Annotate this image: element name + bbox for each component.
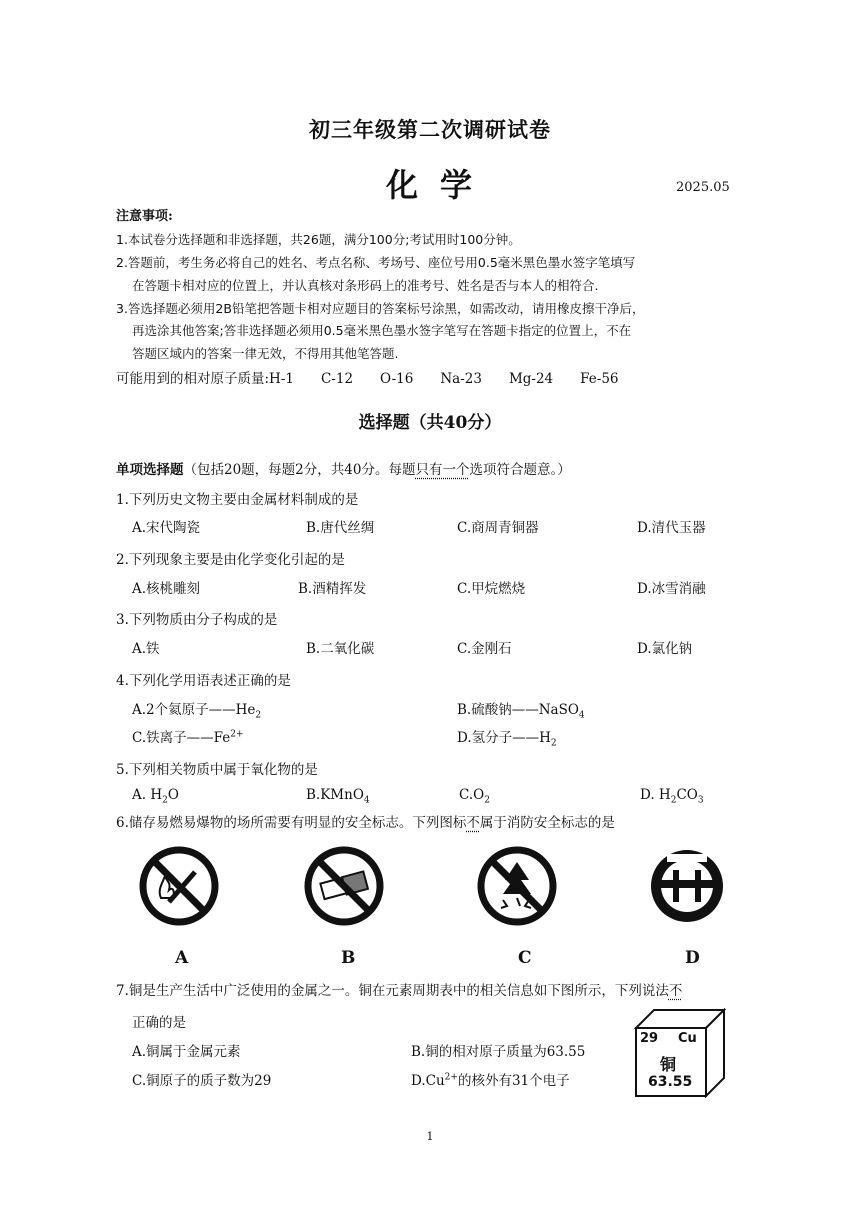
question-stem bbox=[116, 979, 682, 999]
question-stem: 3.下列物质由分子构成的是 bbox=[116, 612, 278, 628]
option-a: A.核桃雕刻 bbox=[132, 581, 201, 597]
option-a: A.铜属于金属元素 bbox=[132, 1044, 241, 1060]
subscript: 2 bbox=[162, 795, 168, 806]
option-text: A. H bbox=[132, 787, 163, 803]
question-stem: 5.下列相关物质中属于氧化物的是 bbox=[116, 762, 318, 778]
sign-label: A bbox=[175, 948, 189, 968]
notice-item: 答题区域内的答案一律无效，不得用其他笔答题. bbox=[132, 346, 399, 361]
option-b: B.唐代丝绸 bbox=[306, 520, 375, 536]
option-text: D.氢分子——H bbox=[457, 730, 551, 746]
atomic-mass-line: 可能用到的相对原子质量:H-1 C-12 O-16 Na-23 Mg-24 Fe-56 bbox=[116, 371, 619, 387]
option-c: C.甲烷燃烧 bbox=[457, 581, 526, 597]
option-b: B.铜的相对原子质量为63.55 bbox=[411, 1044, 586, 1060]
notice-item: 2.答题前，考生务必将自己的姓名、考点名称、考场号、座位号用0.5毫米黑色墨水签字笔填写 bbox=[116, 255, 636, 270]
option-b bbox=[306, 787, 370, 806]
sign-label: C bbox=[518, 948, 532, 968]
option-d bbox=[457, 726, 557, 749]
stem-pre: 6.储存易燃易爆物的场所需要有明显的安全标志。下列图标 bbox=[116, 815, 467, 831]
option-text: C.O bbox=[459, 787, 485, 803]
option-c: C.金刚石 bbox=[457, 641, 512, 657]
question-stem: 4.下列化学用语表述正确的是 bbox=[116, 673, 291, 689]
atomic-mass: 63.55 bbox=[648, 1074, 693, 1090]
stem-post: 属于消防安全标志的是 bbox=[479, 815, 615, 831]
notice-item: 1.本试卷分选择题和非选择题，共26题，满分100分;考试用时100分钟。 bbox=[116, 232, 521, 247]
option-a bbox=[132, 787, 179, 806]
section-title: 选择题（共40分） bbox=[358, 413, 502, 433]
option-text: D.Cu bbox=[411, 1073, 445, 1089]
option-text: A.2个氦原子——He bbox=[132, 702, 256, 718]
option-tail: O bbox=[167, 787, 179, 803]
option-c bbox=[459, 787, 490, 806]
option-b: B.二氧化碳 bbox=[306, 641, 375, 657]
option-text: C.铁离子——Fe bbox=[132, 730, 231, 746]
element-name: 铜 bbox=[660, 1055, 677, 1074]
option-d bbox=[640, 787, 704, 806]
option-a bbox=[132, 698, 261, 721]
option-b bbox=[457, 698, 585, 721]
atomic-number: 29 bbox=[640, 1031, 659, 1046]
stem-emph: 不 bbox=[466, 815, 480, 831]
subscript: 2 bbox=[484, 795, 490, 806]
superscript: 2+ bbox=[444, 1072, 458, 1083]
question-stem-line2: 正确的是 bbox=[132, 1015, 186, 1031]
option-text: B.硫酸钠——NaSO bbox=[457, 702, 579, 718]
no-fire-sign-icon bbox=[139, 846, 219, 926]
element-symbol: Cu bbox=[678, 1031, 697, 1046]
question-stem bbox=[116, 811, 615, 831]
instruction-post: 选项符合题意。） bbox=[469, 462, 571, 478]
section-instruction bbox=[116, 458, 571, 478]
subscript: 3 bbox=[697, 795, 704, 806]
subject-title: 化学 bbox=[386, 166, 495, 204]
notice-item: 3.答选择题必须用2B铅笔把答题卡相对应题目的答案标号涂黑，如需改动，请用橡皮擦干净后， bbox=[116, 301, 645, 316]
option-a: A.铁 bbox=[132, 641, 160, 657]
option-d: D.清代玉器 bbox=[637, 520, 706, 536]
notice-item: 在答题卡相对应的位置上，并认真核对条形码上的准考号、姓名是否与本人的相符合. bbox=[132, 278, 599, 293]
exam-title: 初三年级第二次调研试卷 bbox=[309, 117, 551, 142]
stem-pre: 7.铜是生产生活中广泛使用的金属之一。铜在元素周期表中的相关信息如下图所示，下列说法 bbox=[116, 983, 669, 999]
option-c bbox=[132, 726, 244, 746]
subscript: 2 bbox=[670, 795, 677, 806]
subscript: 2 bbox=[550, 738, 557, 749]
notice-heading: 注意事项: bbox=[116, 209, 173, 224]
superscript: 2+ bbox=[230, 729, 244, 740]
no-explosives-sign-icon bbox=[477, 846, 557, 926]
option-c: C.商周青铜器 bbox=[457, 520, 539, 536]
option-tail: CO bbox=[676, 787, 698, 803]
subscript: 4 bbox=[578, 710, 585, 721]
option-tail: 的核外有31个电子 bbox=[457, 1073, 570, 1089]
instruction-emph: 只有一个 bbox=[415, 462, 470, 478]
stem-emph: 不 bbox=[668, 983, 683, 999]
exam-date: 2025.05 bbox=[676, 180, 730, 195]
option-c: C.铜原子的质子数为29 bbox=[132, 1073, 272, 1089]
option-text: D. H bbox=[640, 787, 671, 803]
notice-item: 再选涂其他答案;答非选择题必须用0.5毫米黑色墨水签字笔写在答题卡指定的位置上，不在 bbox=[132, 323, 632, 338]
option-text: B.KMnO bbox=[306, 787, 364, 803]
option-a: A.宋代陶瓷 bbox=[132, 520, 201, 536]
sign-label: D bbox=[685, 948, 700, 968]
sign-label: B bbox=[341, 948, 356, 968]
subscript: 4 bbox=[363, 795, 370, 806]
question-stem: 1.下列历史文物主要由金属材料制成的是 bbox=[116, 492, 359, 508]
element-tile bbox=[634, 1008, 726, 1098]
instruction-bold: 单项选择题 bbox=[116, 462, 184, 478]
option-d bbox=[411, 1069, 570, 1089]
subscript: 2 bbox=[255, 710, 262, 721]
page-number: 1 bbox=[426, 1130, 434, 1143]
option-d: D.冰雪消融 bbox=[637, 581, 706, 597]
instruction-pre: （包括20题，每题2分，共40分。每题 bbox=[183, 462, 416, 478]
option-b: B.酒精挥发 bbox=[298, 581, 367, 597]
other-symbol-sign-icon bbox=[647, 846, 727, 926]
no-matches-sign-icon bbox=[304, 846, 384, 926]
option-d: D.氯化钠 bbox=[637, 641, 693, 657]
question-stem: 2.下列现象主要是由化学变化引起的是 bbox=[116, 552, 345, 568]
